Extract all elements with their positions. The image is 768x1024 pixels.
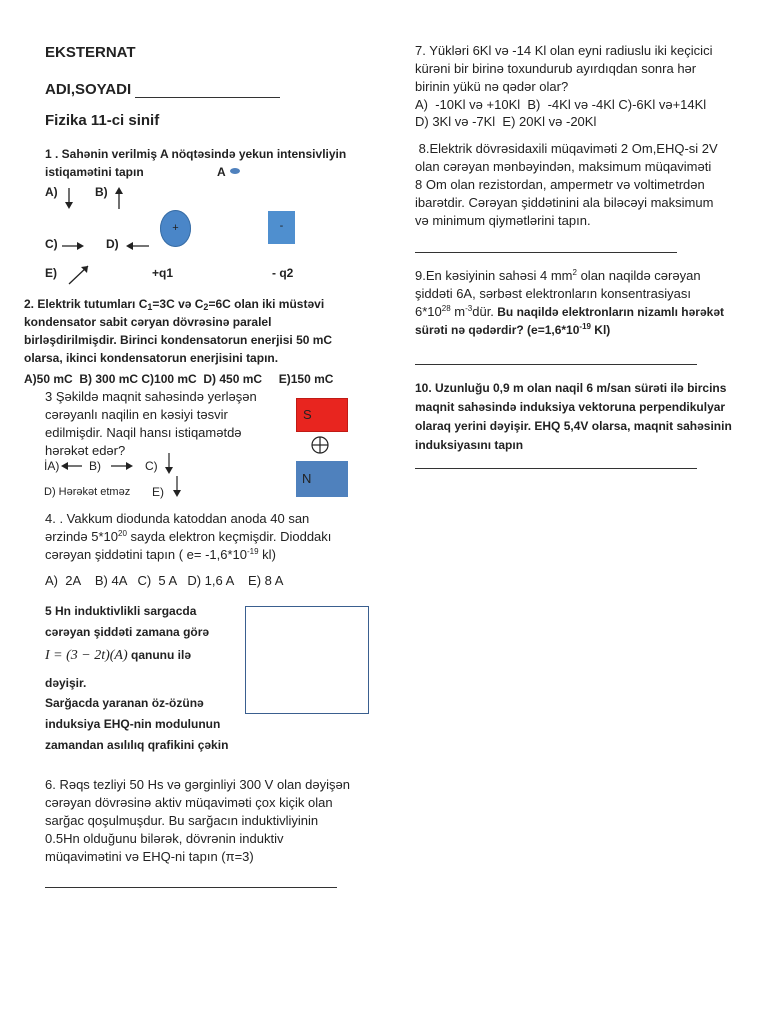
q9-text-line2: şiddəti 6A, sərbəst elektronların konsentrasiyası [415,286,692,301]
q4-text-line2: ərzində $5*10^{20}$ sayda elektron keçmişdir. Dioddakı [45,529,332,544]
q7-text-line3: birinin yükü nə qədər olar? [415,79,569,94]
q10-text-line2: maqnit sahəsində induksiya vektoruna perpendikulyar [415,400,726,414]
current-into-page-icon [311,436,329,454]
arrow-left-icon [125,241,149,251]
plus-sign: + [172,222,179,234]
q2-text-line3: birləşdirilmişdir. Birinci kondensatorun enerjisi 50 mC [24,333,333,347]
q3-option-b: B) [89,459,101,473]
q8-text-line2: olan cərəyan mənbəyindən, maksimum müqaviməti [415,159,712,174]
negative-charge-q2 [268,211,295,244]
q6-text-line2: cərəyan dövrəsinə aktiv müqaviməti çox kiçik olan [45,795,333,810]
q8-text-line1: 8.Elektrik dövrəsidaxili müqaviməti 2 Om,EHQ-si 2V [415,141,718,156]
q6-text-line3: sarğac qoşulmuşdur. Bu sarğacın induktivliyinin [45,813,319,828]
q4-answers: A) 2A B) 4A C) 5 A D) 1,6 A E) 8 A [45,573,284,588]
q4-text-line3: cərəyan şiddətini tapın ( $e= -1,6*10^{-19}$ kl) [45,547,276,562]
q8-answer-line[interactable] [415,252,677,253]
q3-option-a: İA) [44,459,60,473]
q1-option-d: D) [106,237,119,251]
q1-option-c: C) [45,237,58,251]
q8-text-line3: 8 Om olan rezistordan, ampermetr və voltimetrdən [415,177,705,192]
arrow-down-icon [64,188,74,210]
q2-text-line1: 2. Elektrik tutumları $C_1=3C$ və $C_2=6C$ olan iki müstəvi [24,297,325,312]
q5-text-line7: zamandan asılılıq qrafikini çəkin [45,738,229,752]
arrow-right-icon [62,241,86,251]
positive-charge-q1 [160,210,191,247]
q7-answers-line1: A) -10Kl və +10Kl B) -4Kl və -4Kl C)-6Kl və+14Kl [415,97,707,112]
south-pole-label: S [303,407,312,422]
q10-text-line1: 10. Uzunluğu 0,9 m olan naqil 6 m/san sürəti ilə bircins [415,381,727,395]
q4-text-line1: 4. . Vakkum diodunda katoddan anoda 40 san [45,511,310,526]
q8-text-line5: və minimum qiymətlərini tapın. [415,213,591,228]
q5-text-line6: induksiya EHQ-nin modulunun [45,717,221,731]
point-a-dot [230,168,240,174]
q3-option-d: D) Hərəkət etməz [44,486,131,498]
q9-text-line1: 9.En kəsiyinin sahəsi 4 $mm^2$ olan naqildə cərəyan [415,268,701,283]
subject-title: Fizika 11-ci sinif [45,112,160,129]
q5-text-line4: dəyişir. [45,676,87,690]
q3-text-line4: hərəkət edər? [45,443,126,458]
q3-text-line3: edilmişdir. Naqil hansı istiqamətdə [45,425,242,440]
q1-text-line2: istiqamətini tapın [45,165,144,179]
q1-option-e: E) [45,266,57,280]
q5-formula: I = (3 − 2t)(A) [45,648,128,663]
south-pole [296,398,348,432]
q10-text-line3: olaraq yerini dəyişir. EHQ 5,4V olarsa, maqnit sahəsinin [415,419,732,433]
q6-answer-line[interactable] [45,887,337,888]
q2-text-line4: olarsa, ikinci kondensatorun enerjisini tapın. [24,351,279,365]
charge-q2-label: - q2 [272,266,294,280]
north-pole [296,461,348,497]
q6-text-line1: 6. Rəqs tezliyi 50 Hs və gərginliyi 300 V olan dəyişən [45,777,350,792]
q7-text-line1: 7. Yükləri 6Kl və -14 Kl olan eyni radiuslu iki keçicici [415,43,713,58]
arrow-down-icon [172,476,182,498]
q1-option-a: A) [45,185,58,199]
north-pole-label: N [302,471,312,486]
minus-sign: - [279,220,284,232]
q3-option-e: E) [152,485,164,499]
arrow-down-icon [164,453,174,475]
q5-text-line2: cərəyan şiddəti zamana görə [45,625,210,639]
q3-option-c: C) [145,459,158,473]
q3-text-line1: 3 Şəkildə maqnit sahəsində yerləşən [45,389,257,404]
q2-text-line2: kondensator sabit cəryan dövrəsinə paralel [24,315,272,329]
q5-text-line5: Sarğacda yaranan öz-özünə [45,696,204,710]
q2-answers: A)50 mC B) 300 mC C)100 mC D) 450 mC E)150 mC [24,372,334,386]
arrow-left-icon [60,461,82,471]
name-input-line[interactable] [135,97,280,98]
q5-formula-line: I = (3 − 2t)(A) qanunu ilə [45,648,191,663]
q1-text-line1: 1 . Sahənin verilmiş A nöqtəsində yekun intensivliyin [45,147,347,161]
q9-answer-line[interactable] [415,364,697,365]
q7-answers-line2: D) 3Kl və -7Kl E) 20Kl və -20Kl [415,114,597,129]
charge-q1-label: +q1 [152,266,174,280]
name-label: ADI,SOYADI [45,81,132,98]
q5-graph-answer-box[interactable] [245,606,369,714]
q3-text-line2: cərəyanlı naqilin en kəsiyi təsvir [45,407,228,422]
q5-text-line1: 5 Hn induktivlikli sargacda [45,604,197,618]
arrow-up-right-icon [68,263,92,285]
q8-text-line4: ibarətdir. Cərəyan şiddətinini ala biləcəyi maksimum [415,195,714,210]
q10-answer-line[interactable] [415,468,697,469]
q7-text-line2: kürəni bir birinə toxundurub ayırdıqdan sonra hər [415,61,697,76]
q1-point-label: A [217,165,226,179]
doc-title: EKSTERNAT [45,44,136,61]
arrow-up-icon [114,187,124,209]
q9-text-line3: $6*10^{28}$ $m^{-3}dür$. Bu naqildə elektronların nizamlı hərəkət [415,304,724,319]
q10-text-line4: induksiyasını tapın [415,438,524,452]
q6-text-line4: 0.5Hn olduğunu bilərək, dövrənin induktiv [45,831,284,846]
q1-option-b: B) [95,185,108,199]
arrow-right-icon [111,461,135,471]
q6-text-line5: müqavimətini və EHQ-ni tapın (π=3) [45,849,254,864]
q9-text-line4: sürəti nə qədərdir? ($e=1,6*10^{-19}$ Kl) [415,322,611,337]
